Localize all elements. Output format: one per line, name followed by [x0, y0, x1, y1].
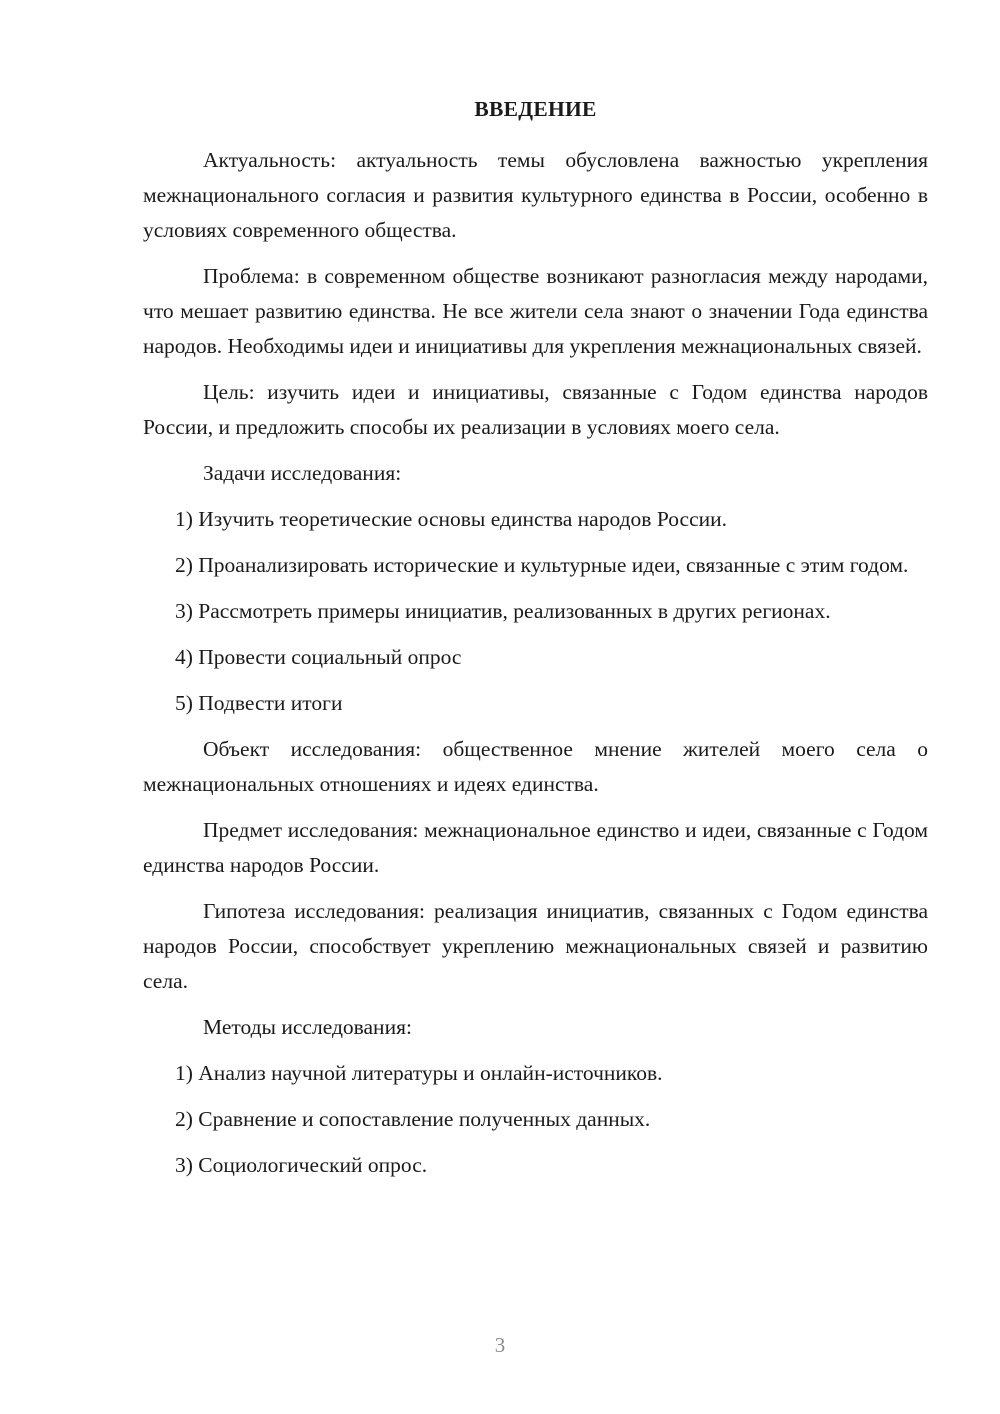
paragraph-hypothesis: Гипотеза исследования: реализация инициатив, связанных с Годом единства народов России, способствует укреплению межнациональных связей и развитию села.: [143, 899, 928, 993]
document-page: [143, 92, 928, 1194]
methods-title: Методы исследования:: [203, 1015, 412, 1039]
task-item-3: 3) Рассмотреть примеры инициатив, реализованных в других регионах.: [175, 599, 831, 623]
page-number: 3: [494, 1333, 506, 1357]
tasks-title: Задачи исследования:: [203, 461, 402, 485]
paragraph-object: Объект исследования: общественное мнение жителей моего села о межнациональных отношениях и идеях единства.: [143, 737, 928, 796]
paragraph-relevance: Актуальность: актуальность темы обусловлена важностью укрепления межнационального согласия и развития культурного единства в России, особенно в условиях современного общества.: [143, 148, 928, 242]
method-item-1: 1) Анализ научной литературы и онлайн-источников.: [175, 1061, 663, 1085]
task-item-1: 1) Изучить теоретические основы единства народов России.: [175, 507, 727, 531]
paragraph-subject: Предмет исследования: межнациональное единство и идеи, связанные с Годом единства народов России.: [143, 818, 928, 877]
task-item-4: 4) Провести социальный опрос: [175, 645, 462, 669]
paragraph-goal: Цель: изучить идеи и инициативы, связанные с Годом единства народов России, и предложить способы их реализации в условиях моего села.: [143, 380, 928, 439]
method-item-2: 2) Сравнение и сопоставление полученных данных.: [175, 1107, 651, 1131]
task-item-5: 5) Подвести итоги: [175, 691, 343, 715]
task-item-2: 2) Проанализировать исторические и культурные идеи, связанные с этим годом.: [175, 553, 909, 577]
section-heading: ВВЕДЕНИЕ: [474, 97, 597, 121]
paragraph-problem: Проблема: в современном обществе возникают разногласия между народами, что мешает развитию единства. Не все жители села знают о значении Года единства народов. Необходимы идеи и инициативы для укрепления межнациональных связей.: [143, 264, 928, 358]
method-item-3: 3) Социологический опрос.: [175, 1153, 428, 1177]
